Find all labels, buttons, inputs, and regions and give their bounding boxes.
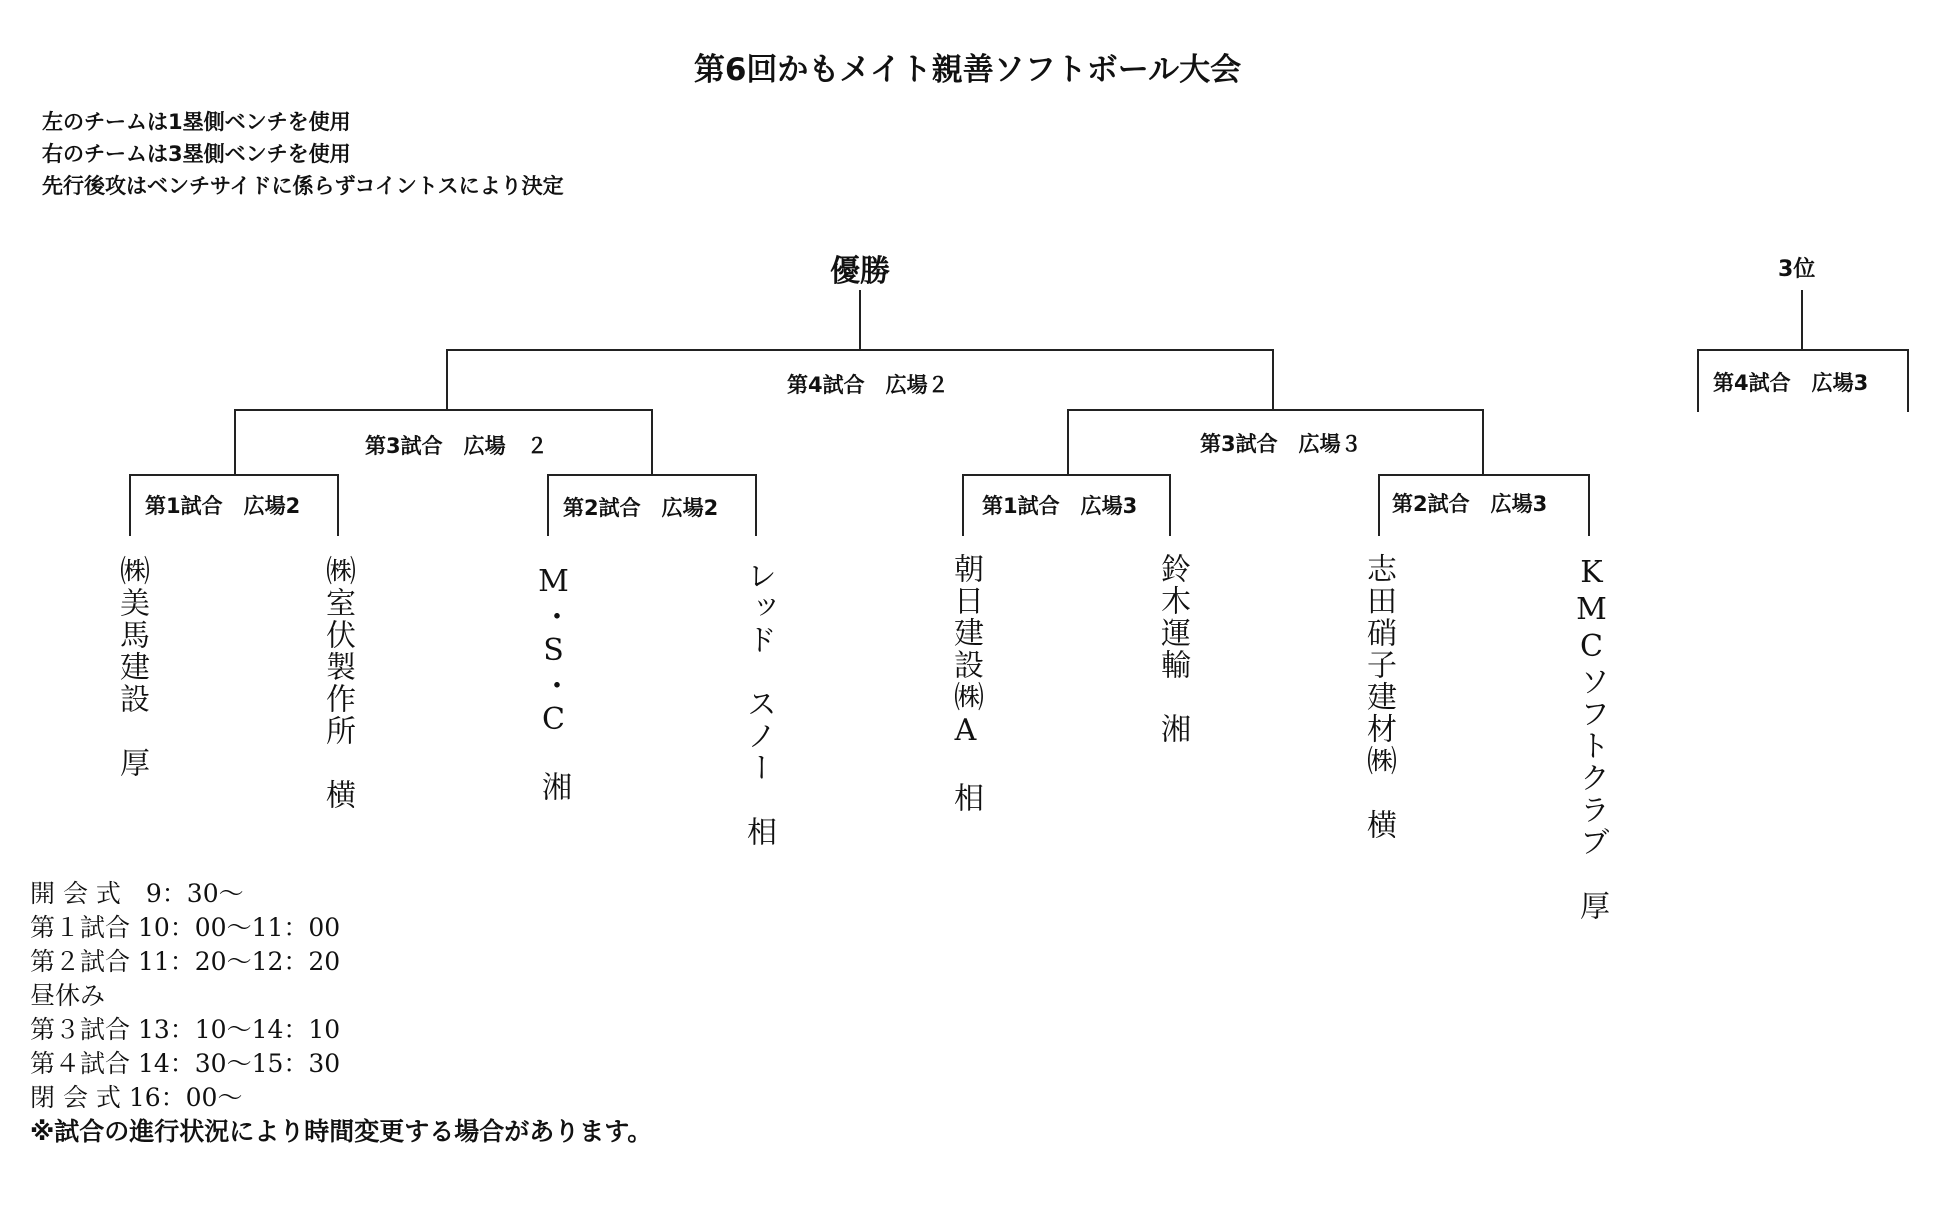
- champion-label: 優勝: [830, 254, 890, 289]
- team-kmc-softclub: KMCソフトクラブ 厚: [1574, 555, 1609, 922]
- team-red-snow: レッド スノー 相: [741, 560, 776, 848]
- team-murofushi-seisakusho: ㈱室伏製作所 横: [320, 555, 355, 811]
- note-first-base: 左のチームは1塁側ベンチを使用: [42, 110, 351, 134]
- schedule-match-3: 第３試合 13：10～14：10: [30, 1015, 341, 1044]
- third-place-match-label: 第4試合 広場3: [1713, 371, 1869, 395]
- team-mima-kensetsu: ㈱美馬建設 厚: [114, 555, 149, 779]
- schedule-change-note: ※試合の進行状況により時間変更する場合があります。: [30, 1117, 653, 1146]
- schedule: [30, 877, 652, 1149]
- third-place-label: 3位: [1778, 257, 1816, 282]
- semi-right-label: 第3試合 広場３: [1200, 432, 1362, 456]
- round1-match-4-label: 第2試合 広場3: [1392, 492, 1548, 516]
- round1-match-3-label: 第1試合 広場3: [982, 494, 1138, 518]
- round1-match-1-label: 第1試合 広場2: [145, 494, 301, 518]
- schedule-match-1: 第１試合 10：00～11：00: [30, 913, 341, 942]
- schedule-match-2: 第２試合 11：20～12：20: [30, 947, 341, 976]
- schedule-closing: 閉 会 式 16：00～: [30, 1083, 243, 1112]
- semi-left-label: 第3試合 広場 ２: [365, 434, 548, 458]
- team-shida-garasu-kenzai: 志田硝子建材㈱ 横: [1361, 553, 1396, 841]
- team-msc: M・S・C 湘: [536, 564, 571, 803]
- final-match-label: 第4試合 広場２: [787, 373, 949, 397]
- team-suzuki-unyu: 鈴木運輸 湘: [1155, 553, 1190, 745]
- note-coin-toss: 先行後攻はベンチサイドに係らずコイントスにより決定: [42, 174, 564, 198]
- page-title: 第6回かもメイト親善ソフトボール大会: [693, 52, 1242, 88]
- round1-match-2-label: 第2試合 広場2: [563, 496, 719, 520]
- schedule-opening: 開 会 式 9：30～: [30, 879, 244, 908]
- schedule-lunch: 昼休み: [30, 981, 106, 1010]
- note-third-base: 右のチームは3塁側ベンチを使用: [42, 142, 351, 166]
- schedule-match-4: 第４試合 14：30～15：30: [30, 1049, 341, 1078]
- team-asahi-kensetsu-a: 朝日建設㈱A 相: [948, 553, 983, 814]
